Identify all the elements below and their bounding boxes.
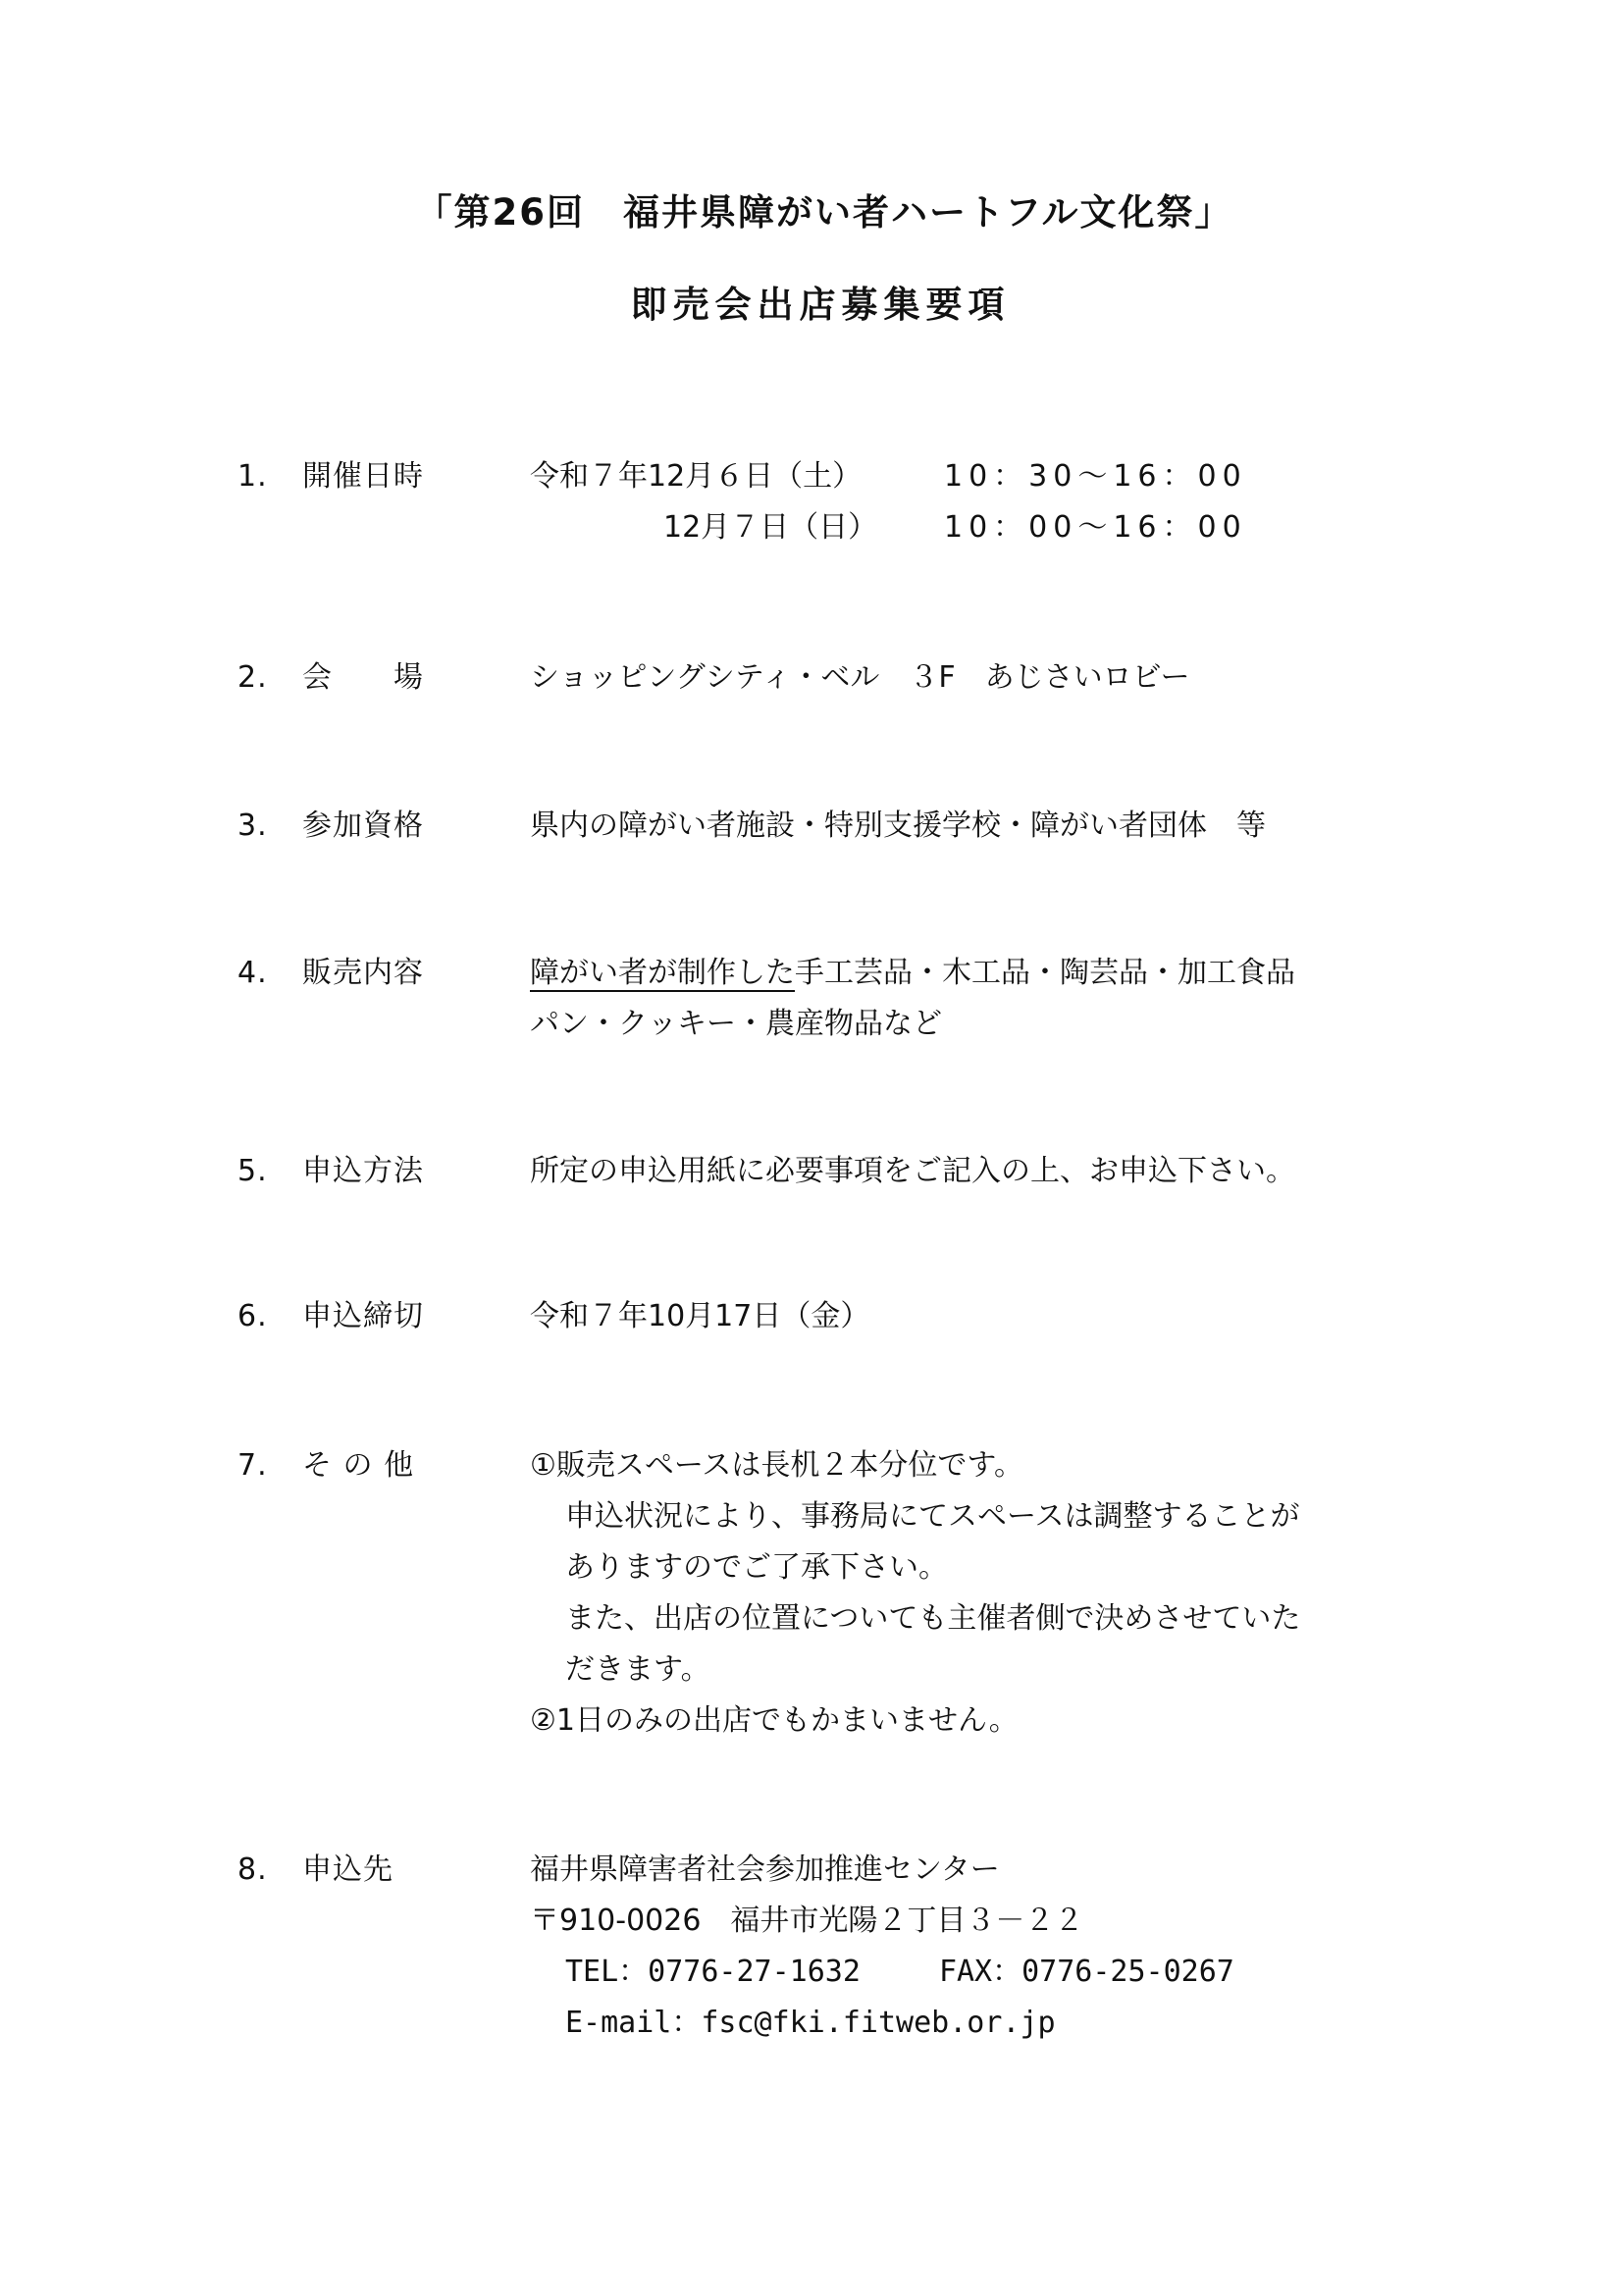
contact-tel: TEL：0776-27-1632	[565, 1955, 861, 1989]
item-value-other	[530, 1440, 1300, 1747]
other-line: ありますのでご了承下さい。	[565, 1550, 948, 1585]
other-line: ①販売スペースは長机２本分位です。	[530, 1448, 1023, 1483]
other-line: 申込状況により、事務局にてスペースは調整することが	[565, 1499, 1300, 1534]
item-value-venue	[530, 652, 1189, 704]
document-title: 「第26回 福井県障がい者ハートフル文化祭」	[415, 191, 1233, 234]
item-value-method	[530, 1146, 1295, 1197]
products-line-1	[530, 948, 1295, 999]
products-rest-text: 手工芸品・木工品・陶芸品・加工食品	[795, 956, 1295, 990]
time-day-2: 10：00～16：00	[944, 510, 1247, 545]
item-number: 2.	[237, 660, 268, 695]
item-number: 7.	[237, 1448, 268, 1483]
item-label-other	[237, 1440, 414, 1484]
item-label-text: そ の 他	[302, 1448, 415, 1483]
item-value-date	[530, 451, 1247, 553]
item-number: 3.	[237, 809, 268, 843]
item-number: 4.	[237, 956, 268, 990]
item-number: 1.	[237, 459, 268, 494]
item-label-contact	[237, 1845, 393, 1888]
item-label-deadline	[237, 1291, 424, 1334]
item-value-deadline	[530, 1291, 869, 1342]
item-label-text: 参加資格	[302, 809, 424, 843]
item-label-method	[237, 1146, 424, 1189]
contact-email: E-mail：fsc@fki.fitweb.or.jp	[565, 2006, 1056, 2040]
venue-text: ショッピングシティ・ベル ３F あじさいロビー	[530, 660, 1190, 695]
contact-address: 〒910-0026 福井市光陽２丁目３－２２	[530, 1904, 1084, 1938]
item-label-text: 申込方法	[302, 1154, 424, 1188]
products-underlined-text: 障がい者が制作した	[530, 956, 795, 990]
item-label-text: 申込先	[302, 1852, 393, 1887]
eligibility-text: 県内の障がい者施設・特別支援学校・障がい者団体 等	[530, 809, 1266, 843]
item-number: 5.	[237, 1154, 268, 1188]
document-subtitle: 即売会出店募集要項	[630, 284, 1011, 326]
deadline-text: 令和７年10月17日（金）	[530, 1299, 870, 1333]
contact-phone-fax	[530, 1947, 1234, 1998]
method-text: 所定の申込用紙に必要事項をご記入の上、お申込下さい。	[530, 1154, 1295, 1188]
item-label-eligibility	[237, 801, 424, 844]
other-line: だきます。	[565, 1652, 710, 1687]
item-label-text: 開催日時	[302, 459, 424, 494]
date-line-1	[530, 451, 1247, 502]
date-day-1: 令和７年12月６日（土）	[530, 459, 863, 494]
item-label-date	[237, 451, 424, 495]
item-label-venue	[237, 652, 424, 696]
item-label-text: 申込締切	[302, 1299, 424, 1333]
item-label-text: 販売内容	[302, 956, 424, 990]
item-number: 8.	[237, 1852, 268, 1887]
item-value-products	[530, 948, 1295, 1050]
time-day-1: 10：30～16：00	[944, 459, 1247, 494]
products-line-2: パン・クッキー・農産物品など	[530, 1007, 942, 1041]
contact-fax: FAX：0776-25-0267	[938, 1955, 1234, 1989]
other-line: ②1日のみの出店でもかまいません。	[530, 1703, 1019, 1738]
date-line-2	[530, 502, 1247, 553]
item-number: 6.	[237, 1299, 268, 1333]
item-label-products	[237, 948, 424, 991]
contact-organization: 福井県障害者社会参加推進センター	[530, 1852, 1000, 1887]
item-value-contact	[530, 1845, 1234, 2049]
other-line: また、出店の位置についても主催者側で決めさせていた	[565, 1601, 1301, 1636]
date-day-2: 12月７日（日）	[663, 510, 878, 545]
item-label-text: 会 場	[302, 660, 424, 695]
item-value-eligibility	[530, 801, 1266, 852]
